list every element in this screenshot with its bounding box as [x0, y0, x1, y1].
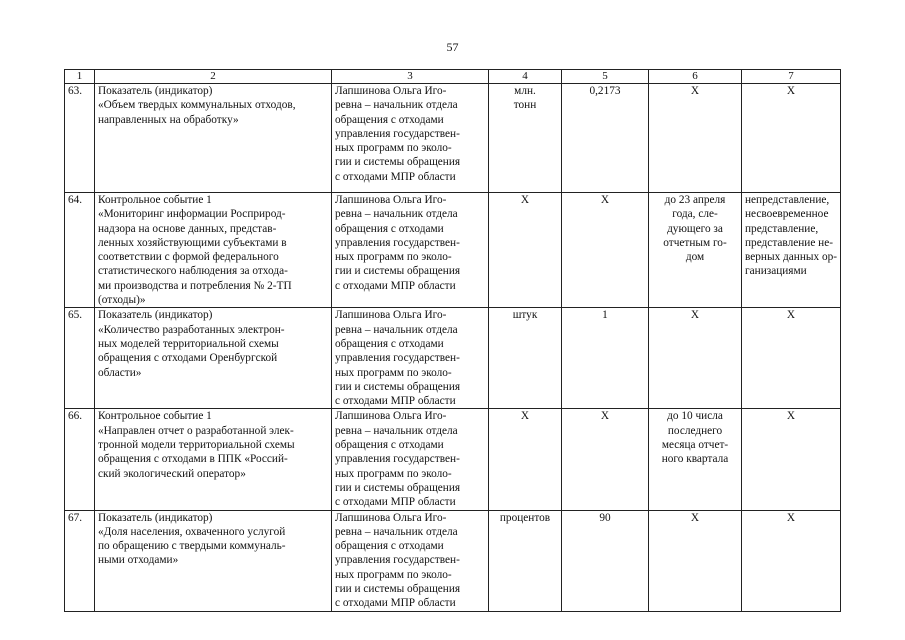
row-responsible: Лапшинова Ольга Иго- ревна – начальник отдела обращения с отходами управления государствен- ных программ по эколо- гии и системы обращения с отходами МПР области — [332, 193, 489, 308]
row-number: 64. — [65, 193, 95, 308]
header-cell: 7 — [742, 70, 841, 84]
table-row — [65, 193, 841, 308]
row-consequence: Х — [742, 84, 841, 193]
row-description: Контрольное событие 1 «Мониторинг информации Росприрод- надзора на основе данных, представ- ленных хозяйствующими субъектами в соответствии с формой федерального статистического наблюдения за отхода- ми производства и потребления № 2-ТП (отходы)» — [95, 193, 332, 308]
row-description: Показатель (индикатор) «Объем твердых коммунальных отходов, направленных на обработку» — [95, 84, 332, 193]
row-value: 1 — [562, 308, 649, 409]
row-number: 66. — [65, 409, 95, 510]
row-value: Х — [562, 193, 649, 308]
row-unit: Х — [489, 409, 562, 510]
header-cell: 3 — [332, 70, 489, 84]
row-unit: штук — [489, 308, 562, 409]
row-consequence: Х — [742, 409, 841, 510]
row-number: 63. — [65, 84, 95, 193]
row-consequence: Х — [742, 510, 841, 611]
table-header-row — [65, 70, 841, 84]
row-description: Показатель (индикатор) «Количество разработанных электрон- ных моделей территориальной схемы обращения с отходами Оренбургской области» — [95, 308, 332, 409]
table-row — [65, 409, 841, 510]
row-deadline: Х — [649, 308, 742, 409]
row-value: 0,2173 — [562, 84, 649, 193]
header-cell: 5 — [562, 70, 649, 84]
header-cell: 2 — [95, 70, 332, 84]
row-number: 65. — [65, 308, 95, 409]
row-deadline: Х — [649, 510, 742, 611]
row-responsible: Лапшинова Ольга Иго- ревна – начальник отдела обращения с отходами управления государствен- ных программ по эколо- гии и системы обращения с отходами МПР области — [332, 510, 489, 611]
indicators-table — [64, 69, 841, 612]
header-cell: 1 — [65, 70, 95, 84]
row-value: 90 — [562, 510, 649, 611]
row-responsible: Лапшинова Ольга Иго- ревна – начальник отдела обращения с отходами управления государствен- ных программ по эколо- гии и системы обращения с отходами МПР области — [332, 308, 489, 409]
row-description: Показатель (индикатор) «Доля населения, охваченного услугой по обращению с твердыми коммуналь- ными отходами» — [95, 510, 332, 611]
table-row — [65, 308, 841, 409]
row-unit: млн. тонн — [489, 84, 562, 193]
row-consequence: Х — [742, 308, 841, 409]
row-description: Контрольное событие 1 «Направлен отчет о разработанной элек- тронной модели территориальной схемы обращения с отходами в ППК «Россий- ский экологический оператор» — [95, 409, 332, 510]
row-value: Х — [562, 409, 649, 510]
table-row — [65, 84, 841, 193]
row-deadline: до 10 числа последнего месяца отчет- ного квартала — [649, 409, 742, 510]
row-deadline: Х — [649, 84, 742, 193]
table-row — [65, 510, 841, 611]
header-cell: 4 — [489, 70, 562, 84]
row-responsible: Лапшинова Ольга Иго- ревна – начальник отдела обращения с отходами управления государствен- ных программ по эколо- гии и системы обращения с отходами МПР области — [332, 409, 489, 510]
row-unit: процентов — [489, 510, 562, 611]
row-consequence: непредставление, несвоевременное представление, представление не- верных данных ор- ганизациями — [742, 193, 841, 308]
header-cell: 6 — [649, 70, 742, 84]
row-number: 67. — [65, 510, 95, 611]
page-number: 57 — [446, 40, 459, 54]
row-responsible: Лапшинова Ольга Иго- ревна – начальник отдела обращения с отходами управления государствен- ных программ по эколо- гии и системы обращения с отходами МПР области — [332, 84, 489, 193]
row-deadline: до 23 апреля года, сле- дующего за отчетным го- дом — [649, 193, 742, 308]
row-unit: Х — [489, 193, 562, 308]
